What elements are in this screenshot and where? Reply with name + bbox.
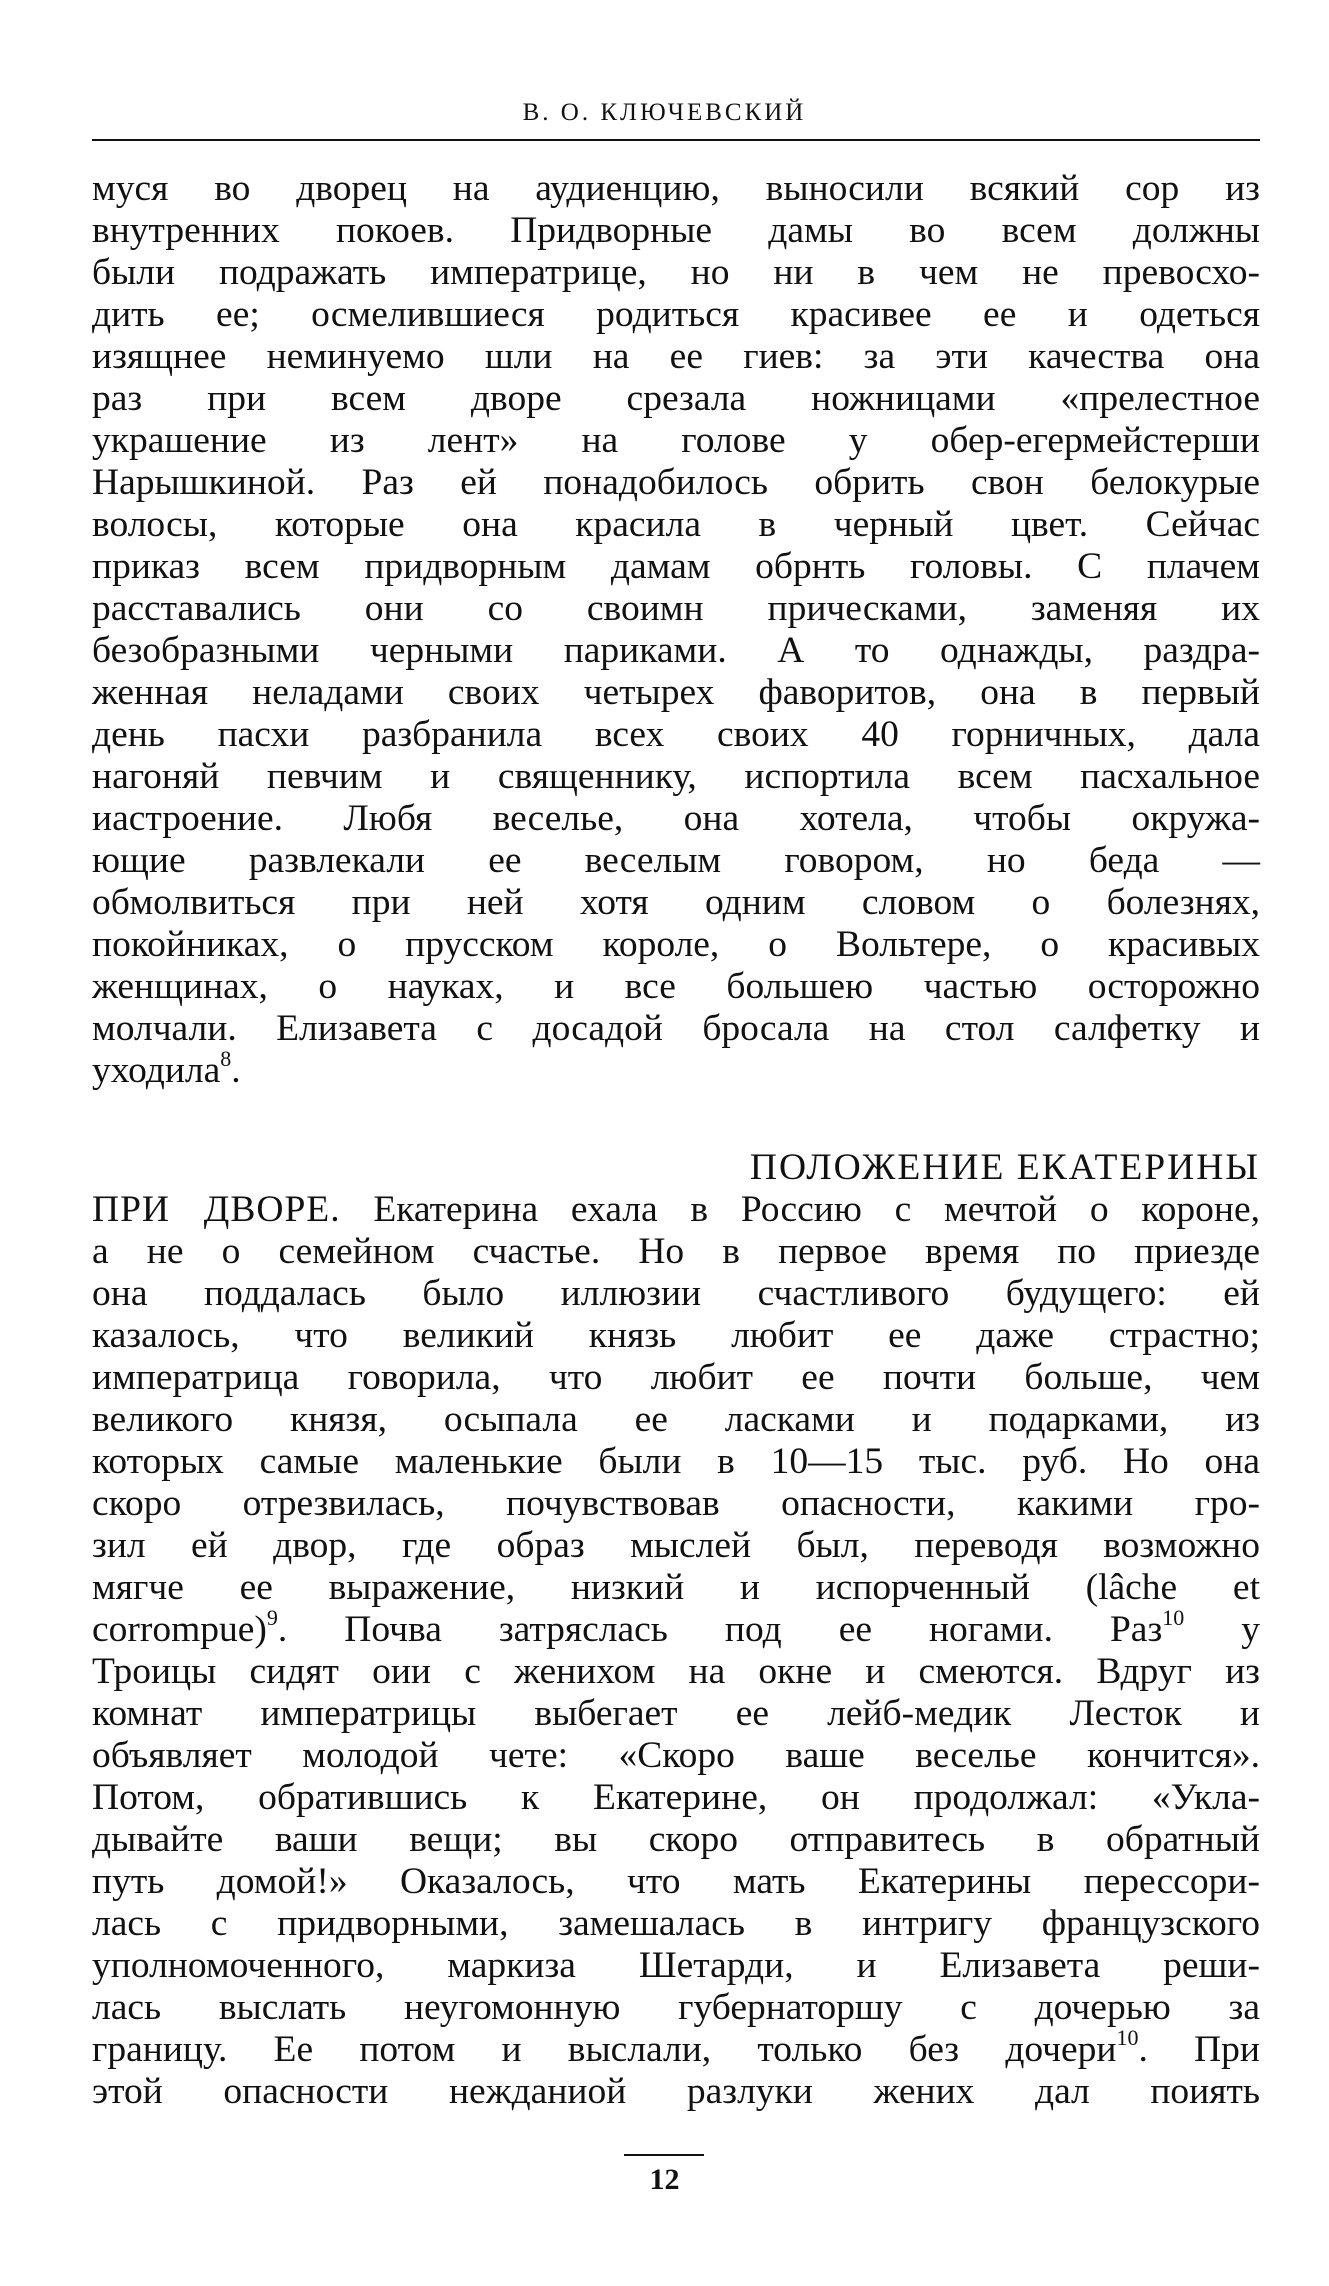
text-line	[92, 2025, 1260, 2071]
footnote-ref[interactable]: 8	[220, 1046, 232, 1071]
text-line: а не о семейном счастье. Но в первое время по приезде	[92, 1231, 1260, 1272]
text-line: изящнее неминуемо шли на ее гиев: за эти качества она	[92, 336, 1260, 377]
text-line: нагоняй певчим и священнику, испортила всем пасхальное	[92, 756, 1260, 797]
text-line: украшение из лент» на голове у обер-егермейстерши	[92, 420, 1260, 461]
text-fragment: .	[231, 1050, 241, 1091]
text-line: императрица говорила, что любит ее почти больше, чем	[92, 1357, 1260, 1398]
text-line: обмолвиться при ней хотя одним словом о болезнях,	[92, 882, 1260, 923]
section-heading-continued: ПРИ ДВОРЕ.	[92, 1189, 341, 1230]
text-line	[92, 1605, 1261, 1651]
text-line: дывайте ваши вещи; вы скоро отправитесь в обратный	[92, 1819, 1260, 1860]
text-line: она поддалась было иллюзии счастливого будущего: ей	[92, 1273, 1260, 1314]
text-line: лась с придворными, замешалась в интригу французского	[92, 1903, 1260, 1944]
text-line: этой опасности нежданиой разлуки жених дал поиять	[92, 2071, 1260, 2112]
text-line: объявляет молодой чете: «Скоро ваше веселье кончится».	[92, 1735, 1260, 1776]
text-line: были подражать императрице, но ни в чем не превосхо-	[92, 252, 1260, 293]
text-line: безобразными черными париками. А то однажды, раздра-	[92, 630, 1260, 671]
text-fragment: Екатерина ехала в Россию с мечтой о короне,	[340, 1189, 1260, 1230]
text-fragment: у	[1184, 1609, 1261, 1650]
text-fragment: . Почва затряслась под ее ногами. Раз	[277, 1609, 1163, 1650]
text-line	[92, 1189, 1260, 1231]
text-line: великого князя, осыпала ее ласками и подарками, из	[92, 1399, 1260, 1440]
text-fragment: corrompue)	[92, 1609, 267, 1650]
text-line: покойниках, о прусском короле, о Вольтере, о красивых	[92, 924, 1260, 965]
text-line: Потом, обратившись к Екатерине, он продолжал: «Укла-	[92, 1777, 1260, 1818]
text-line: муся во дворец на аудиенцию, выносили всякий сор из	[92, 168, 1260, 209]
footer-rule	[624, 2154, 704, 2156]
header-rule	[92, 139, 1260, 141]
body-text	[92, 168, 1260, 2113]
text-line: скоро отрезвилась, почувствовав опасности, какими гро-	[92, 1483, 1260, 1524]
text-line: Троицы сидят оии с женихом на окне и смеются. Вдруг из	[92, 1651, 1260, 1692]
text-line: мягче ее выражение, низкий и испорченный (lâche et	[92, 1567, 1260, 1608]
text-fragment: уходила	[92, 1050, 221, 1091]
text-line: лась выслать неугомонную губернаторшу с дочерью за	[92, 1987, 1260, 2028]
text-line: уполномоченного, маркиза Шетарди, и Елизавета реши-	[92, 1945, 1260, 1986]
text-line: женная неладами своих четырех фаворитов, она в первый	[92, 672, 1260, 713]
page-number: 12	[649, 2163, 680, 2196]
text-line: казалось, что великий князь любит ее даже страстно;	[92, 1315, 1260, 1356]
text-line	[92, 1046, 1260, 1092]
text-line: день пасхи разбранила всех своих 40 горничных, дала	[92, 714, 1260, 755]
section-heading: ПОЛОЖЕНИЕ ЕКАТЕРИНЫ	[749, 1147, 1260, 1188]
text-line: которых самые маленькие были в 10—15 тыс. руб. Но она	[92, 1441, 1260, 1482]
text-line: комнат императрицы выбегает ее лейб-медик Лесток и	[92, 1693, 1260, 1734]
text-line: Нарышкиной. Раз ей понадобилось обрить свон белокурые	[92, 462, 1260, 503]
footnote-ref[interactable]: 10	[1116, 2025, 1139, 2050]
text-line: внутренних покоев. Придворные дамы во всем должны	[92, 210, 1260, 251]
text-fragment: границу. Ее потом и выслали, только без дочери	[92, 2029, 1117, 2070]
text-line: зил ей двор, где образ мыслей был, переводя возможно	[92, 1525, 1260, 1566]
footnote-ref[interactable]: 9	[266, 1605, 278, 1630]
text-line: волосы, которые она красила в черный цвет. Сейчас	[92, 504, 1260, 545]
text-line: расставались они со своимн прическами, заменяя их	[92, 588, 1260, 629]
text-line: молчали. Елизавета с досадой бросала на стол салфетку и	[92, 1008, 1260, 1049]
text-line: ющие развлекали ее веселым говором, но беда —	[92, 840, 1260, 881]
text-fragment: . При	[1138, 2029, 1260, 2070]
footnote-ref[interactable]: 10	[1162, 1605, 1185, 1630]
text-line: женщинах, о науках, и все большею частью осторожно	[92, 966, 1260, 1007]
text-line: приказ всем придворным дамам обрнть головы. С плачем	[92, 546, 1260, 587]
text-line: иастроение. Любя веселье, она хотела, чтобы окружа-	[92, 798, 1260, 839]
paragraph-gap	[92, 1092, 1260, 1147]
running-head: В. О. КЛЮЧЕВСКИЙ	[522, 99, 807, 126]
text-line: путь домой!» Оказалось, что мать Екатерины перессори-	[92, 1861, 1260, 1902]
text-line: раз при всем дворе срезала ножницами «прелестное	[92, 378, 1260, 419]
text-line: дить ее; осмелившиеся родиться красивее ее и одеться	[92, 294, 1260, 335]
